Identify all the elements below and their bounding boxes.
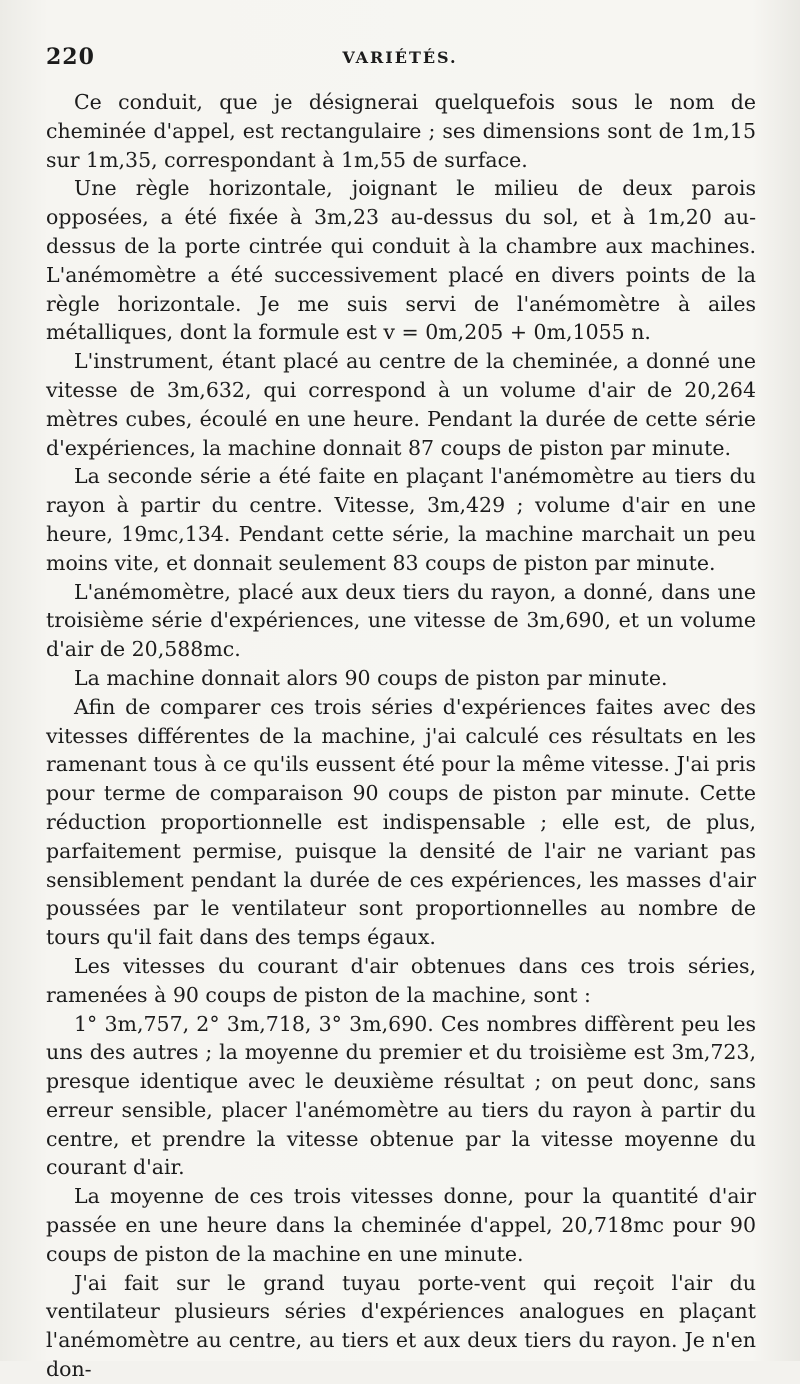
paragraph: 1° 3m,757, 2° 3m,718, 3° 3m,690. Ces nombres diffèrent peu les uns des autres ; la moyenne du premier et du troisième est 3m,723, presque identique avec le deuxième résultat ; on peut donc, sans erreur sensible, placer l'anémomètre au tiers du rayon à partir du centre, et prendre la vitesse obtenue par la vitesse moyenne du courant d'air. bbox=[46, 1011, 756, 1180]
running-title: VARIÉTÉS. bbox=[342, 48, 458, 67]
paragraph: Les vitesses du courant d'air obtenues dans ces trois séries, ramenées à 90 coups de piston de la machine, sont : bbox=[46, 953, 756, 1007]
paragraph: L'anémomètre, placé aux deux tiers du rayon, a donné, dans une troisième série d'expériences, une vitesse de 3m,690, et un volume d'air de 20,588mc. bbox=[46, 579, 756, 662]
paragraph: La machine donnait alors 90 coups de piston par minute. bbox=[74, 665, 668, 690]
page-number: 220 bbox=[46, 44, 95, 70]
body-text bbox=[46, 88, 756, 1384]
page-header bbox=[46, 40, 754, 80]
paragraph: Ce conduit, que je désignerai quelquefois sous le nom de cheminée d'appel, est rectangulaire ; ses dimensions sont de 1m,15 sur 1m,35, correspondant à 1m,55 de surface. bbox=[46, 90, 756, 172]
paragraph: Afin de comparer ces trois séries d'expériences faites avec des vitesses différentes de la machine, j'ai calculé ces résultats en les ramenant tous à ce qu'ils eussent été pour la même vitesse. J'ai pris pour terme de comparaison 90 coups de piston par minute. Cette réduction proportionnelle est indispensable ; elle est, de plus, parfaitement permise, puisque la densité de l'air ne variant pas sensiblement pendant la durée de ces expériences, les masses d'air poussées par le ventilateur sont proportionnelles au nombre de tours qu'il fait dans des temps égaux. bbox=[46, 694, 756, 950]
paragraph: La seconde série a été faite en plaçant l'anémomètre au tiers du rayon à partir du centre. Vitesse, 3m,429 ; volume d'air en une heure, 19mc,134. Pendant cette série, la machine marchait un peu moins vite, et donnait seulement 83 coups de piston par minute. bbox=[46, 464, 756, 575]
paragraph: Une règle horizontale, joignant le milieu de deux parois opposées, a été fixée à 3m,23 au-dessus du sol, et à 1m,20 au-dessus de la porte cintrée qui conduit à la chambre aux machines. L'anémomètre a été successivement placé en divers points de la règle horizontale. Je me suis servi de l'anémomètre à ailes métalliques, dont la formule est v = 0m,205 + 0m,1055 n. bbox=[46, 176, 756, 345]
paragraph: J'ai fait sur le grand tuyau porte-vent qui reçoit l'air du ventilateur plusieurs séries d'expériences analogues en plaçant l'anémomètre au centre, au tiers et aux deux tiers du rayon. Je n'en don- bbox=[46, 1270, 756, 1382]
paragraph: La moyenne de ces trois vitesses donne, pour la quantité d'air passée en une heure dans la cheminée d'appel, 20,718mc pour 90 coups de piston de la machine en une minute. bbox=[46, 1184, 756, 1266]
paragraph: L'instrument, étant placé au centre de la cheminée, a donné une vitesse de 3m,632, qui correspond à un volume d'air de 20,264 mètres cubes, écoulé en une heure. Pendant la durée de cette série d'expériences, la machine donnait 87 coups de piston par minute. bbox=[46, 349, 756, 460]
